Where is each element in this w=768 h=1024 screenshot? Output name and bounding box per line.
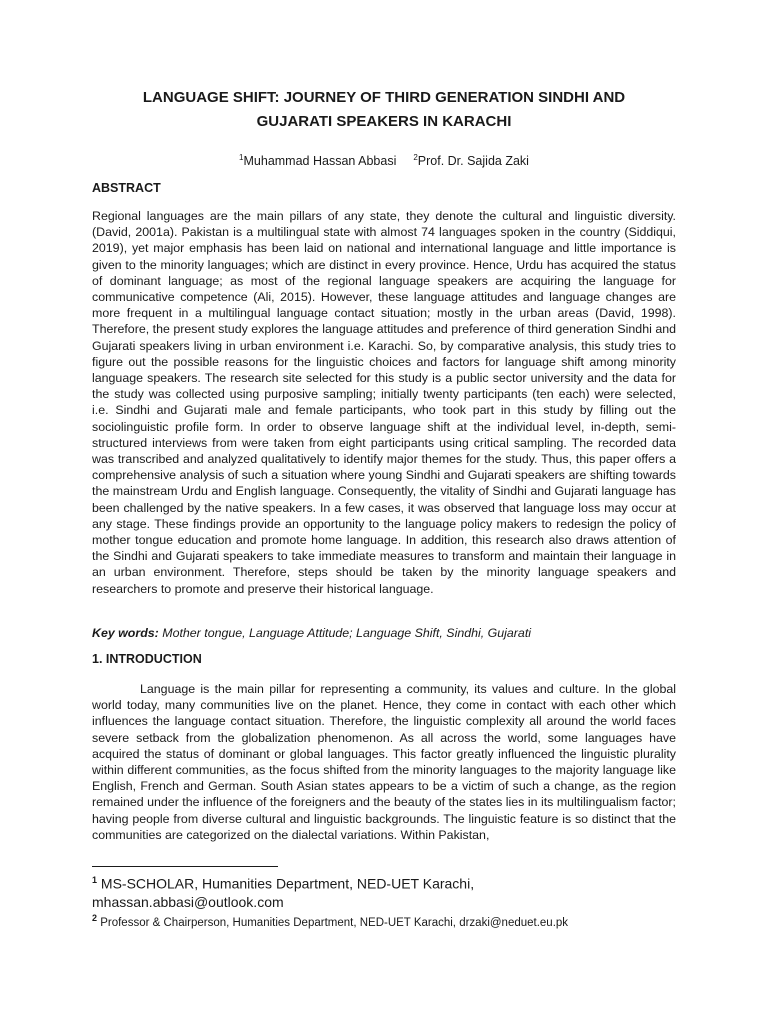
paper-title-line-1: LANGUAGE SHIFT: JOURNEY OF THIRD GENERATION SINDHI AND	[142, 89, 626, 106]
author-2-name: Prof. Dr. Sajida Zaki	[417, 154, 529, 169]
keywords-label: Key words:	[92, 626, 159, 640]
author-list	[92, 150, 676, 169]
paper-title	[92, 86, 676, 134]
keywords	[92, 625, 676, 641]
abstract-text: Regional languages are the main pillars of any state, they denote the cultural and linguistic diversity. (David, 2001a). Pakistan is a multilingual state with almost 74 languages spoken in the country (Siddiqui, 2019), yet major emphasis has been laid on national and international language and little importance is given to the minority languages; which are distinct in every province. Hence, Urdu has acquired the status of dominant language; as most of the regional language speakers are acquiring the language for communicative competence (Ali, 2015). However, these language attitudes and language changes are more frequent in a multilingual language contact situation; mostly in the urban areas (David, 1998). Therefore, the present study explores the language attitudes and preference of third generation Sindhi and Gujarati speakers living in urban environment i.e. Karachi. So, by comparative analysis, this study tries to figure out the possible reasons for the linguistic choices and factors for language shift among minority language speakers. The research site selected for this study is a public sector university and the data for the study was collected using purposive sampling; initially twenty participants (ten each) were selected, i.e. Sindhi and Gujarati male and female participants, who took part in this study by filling out the sociolinguistic profile form. In order to observe language shift at the individual level, in-depth, semi-structured interviews from were taken from eight participants using critical sampling. The recorded data was transcribed and analyzed qualitatively to identify major themes for the study. Thus, this paper offers a comprehensive analysis of such a situation where young Sindhi and Gujarati speakers are shifting towards the mainstream Urdu and English language. Consequently, the vitality of Sindhi and Gujarati language has been challenged by the native speakers. In a few cases, it was observed that language loss may occur at any stage. These findings provide an opportunity to the language policy makers to redesign the policy of mother tongue education and promote home language. In addition, this research also draws attention of the Sindhi and Gujarati speakers to take immediate measures to transform and maintain their language in an urban environment. Therefore, steps should be taken by the minority language speakers and researchers to promote and preserve their historical language.	[92, 209, 676, 596]
paper-title-line-2: GUJARATI SPEAKERS IN KARACHI	[256, 113, 512, 130]
footnote-1-email: mhassan.abbasi@outlook.com	[92, 893, 284, 910]
footnote-2-text: Professor & Chairperson, Humanities Department, NED-UET Karachi, drzaki@neduet.eu.pk	[100, 916, 569, 929]
footnote-divider	[92, 866, 278, 867]
footnote-1-mark: 1	[92, 875, 98, 885]
author-2-mark: 2	[413, 153, 418, 162]
abstract-heading: ABSTRACT	[92, 181, 161, 195]
keywords-list: Mother tongue, Language Attitude; Language Shift, Sindhi, Gujarati	[162, 626, 532, 640]
introduction-text: Language is the main pillar for representing a community, its values and culture. In the global world today, many communities live on the planet. Hence, they come in contact with each other which influences the language contact situation. Therefore, the linguistic complexity all around the world faces severe setback from the globalization phenomenon. As all across the world, some languages have acquired the status of dominant or global languages. This factor greatly influenced the linguistic plurality within different communities, as the focus shifted from the minority languages to the majority language like English, French and German. South Asian states appears to be a victim of such a change, as the region remained under the influence of the foreigners and the beauty of the states lies in its multilingualism factor; having people from diverse cultural and linguistic backgrounds. The linguistic feature is so distinct that the communities are categorized on the dialectal variations. Within Pakistan,	[92, 682, 676, 842]
introduction-heading: 1. INTRODUCTION	[92, 652, 202, 666]
author-1-name: Muhammad Hassan Abbasi	[243, 154, 397, 169]
footnote-2	[92, 911, 676, 931]
footnote-2-mark: 2	[92, 912, 98, 923]
footnote-1-affiliation: MS-SCHOLAR, Humanities Department, NED-UET Karachi,	[100, 875, 475, 892]
footnote-1	[92, 871, 676, 911]
author-1-mark: 1	[239, 153, 244, 162]
footnotes	[92, 871, 676, 930]
